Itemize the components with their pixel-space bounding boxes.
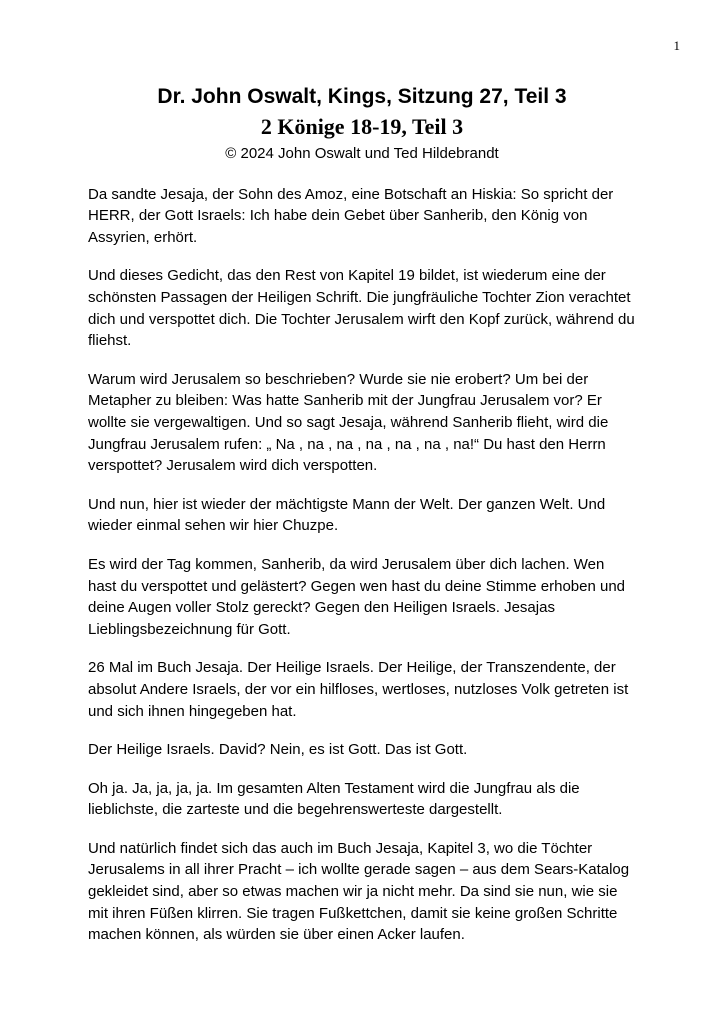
- document-subtitle: 2 Könige 18-19, Teil 3: [260, 114, 464, 140]
- paragraph: Warum wird Jerusalem so beschrieben? Wurde sie nie erobert? Um bei der Metapher zu bleiben: Was hatte Sanherib mit der Jungfrau Jerusalem vor? Er wollte sie vergewaltigen. Und so sagt Jesaja, während Sanherib flieht, wird die Jungfrau Jerusalem rufen: „ Na , na , na , na , na , na , na!“ Du hast den Herrn verspottet? Jerusalem wird dich verspotten.: [88, 370, 609, 475]
- paragraph: Oh ja. Ja, ja, ja, ja. Im gesamten Alten Testament wird die Jungfrau als die lieblichste, die zarteste und die begehrenswerteste dargestellt.: [88, 779, 580, 819]
- paragraph: Da sandte Jesaja, der Sohn des Amoz, eine Botschaft an Hiskia: So spricht der HERR, der Gott Israels: Ich habe dein Gebet über Sanherib, den König von Assyrien, erhört.: [88, 185, 614, 246]
- page-number: 1: [673, 38, 680, 53]
- paragraph: 26 Mal im Buch Jesaja. Der Heilige Israels. Der Heilige, der Transzendente, der absolut Andere Israels, der vor ein hilfloses, wertloses, nutzloses Volk getreten ist und sich ihnen hingegeben hat.: [88, 659, 629, 720]
- document-body: [88, 184, 636, 946]
- paragraph: Es wird der Tag kommen, Sanherib, da wird Jerusalem über dich lachen. Wen hast du verspottet und gelästert? Gegen wen hast du deine Stimme erhoben und deine Augen voller Stolz gereckt? Gegen den Heiligen Israels. Jesajas Lieblingsbezeichnung für Gott.: [88, 555, 626, 638]
- paragraph: Und natürlich findet sich das auch im Buch Jesaja, Kapitel 3, wo die Töchter Jerusalems in all ihrer Pracht – ich wollte gerade sagen – aus dem Sears-Katalog gekleidet sind, aber so etwas machen wir ja nicht mehr. Da sind sie nun, wie sie mit ihren Füßen klirren. Sie tragen Fußkettchen, damit sie keine großen Schritte machen können, als würden sie über einen Acker laufen.: [88, 839, 630, 944]
- paragraph: Und dieses Gedicht, das den Rest von Kapitel 19 bildet, ist wiederum eine der schönsten Passagen der Heiligen Schrift. Die jungfräuliche Tochter Zion verachtet dich und verspottet dich. Die Tochter Jerusalem wirft den Kopf zurück, während du fliehst.: [88, 267, 635, 350]
- paragraph: Und nun, hier ist wieder der mächtigste Mann der Welt. Der ganzen Welt. Und wieder einmal sehen wir hier Chuzpe.: [88, 495, 606, 535]
- copyright-line: © 2024 John Oswalt und Ted Hildebrandt: [225, 144, 499, 162]
- document-title: Dr. John Oswalt, Kings, Sitzung 27, Teil 3: [157, 85, 567, 108]
- paragraph: Der Heilige Israels. David? Nein, es ist Gott. Das ist Gott.: [88, 741, 468, 759]
